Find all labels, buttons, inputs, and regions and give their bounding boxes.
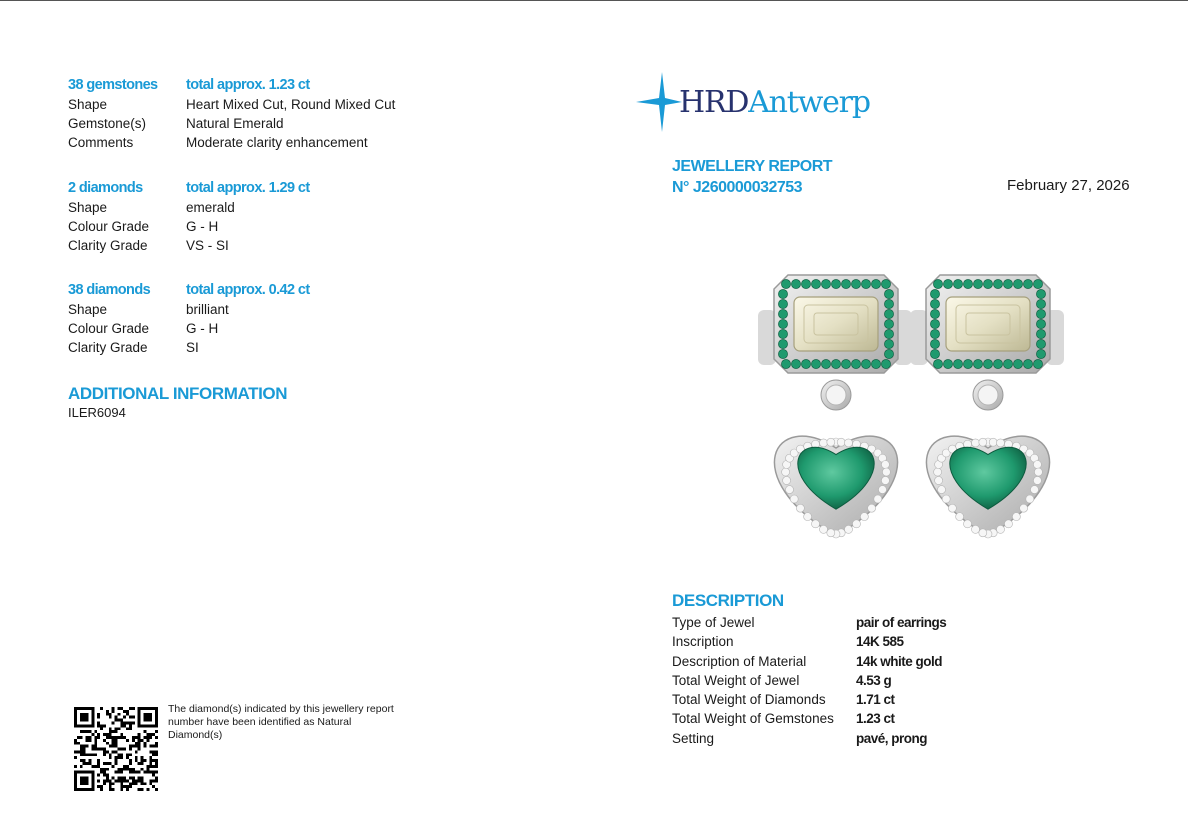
row-label: Inscription	[672, 634, 734, 650]
row-value: Heart Mixed Cut, Round Mixed Cut	[186, 97, 396, 112]
row-label: Total Weight of Jewel	[672, 672, 800, 688]
report-title: JEWELLERY REPORT	[672, 158, 833, 175]
row-label: Setting	[672, 730, 715, 746]
diamonds-main-total: total approx. 1.29 ct	[186, 180, 310, 196]
row-label: Shape	[68, 302, 108, 317]
row-label: Clarity Grade	[68, 238, 148, 253]
row-label: Gemstone(s)	[68, 116, 147, 131]
row-label: Clarity Grade	[68, 340, 148, 355]
description-row	[672, 729, 928, 748]
description-row	[672, 632, 904, 651]
row-label: Colour Grade	[68, 321, 150, 336]
row-label: Type of Jewel	[672, 615, 755, 630]
gemstones-total: total approx. 1.23 ct	[186, 77, 310, 93]
row-value: emerald	[186, 200, 235, 215]
row-value: pavé, prong	[856, 730, 928, 746]
description-row	[672, 671, 892, 690]
row-value: VS - SI	[186, 238, 229, 253]
additional-information	[68, 384, 287, 420]
row-label: Shape	[68, 97, 108, 112]
row-value: Moderate clarity enhancement	[186, 135, 368, 150]
logo-wordmark	[679, 85, 870, 120]
qr-code-icon	[74, 707, 158, 791]
row-value: brilliant	[186, 302, 229, 317]
description-row	[672, 613, 947, 632]
description-row	[672, 709, 895, 728]
earrings-photo	[756, 270, 1136, 545]
logo-hrd: HRD	[679, 85, 749, 120]
hrd-antwerp-logo	[636, 72, 876, 132]
row-value: G - H	[186, 321, 219, 336]
description-section	[672, 591, 947, 748]
additional-information-title: ADDITIONAL INFORMATION	[68, 384, 288, 403]
description-title: DESCRIPTION	[672, 591, 784, 610]
row-label: Total Weight of Diamonds	[672, 692, 826, 708]
row-value: pair of earrings	[856, 615, 947, 630]
description-row	[672, 652, 943, 671]
row-value: SI	[186, 340, 199, 355]
row-label: Total Weight of Gemstones	[672, 711, 834, 727]
row-label: Colour Grade	[68, 219, 150, 234]
diamonds-melee-count: 38 diamonds	[68, 282, 151, 298]
report-date: February 27, 2026	[1007, 177, 1130, 194]
row-label: Description of Material	[672, 653, 807, 669]
logo-antwerp: Antwerp	[748, 85, 870, 120]
row-label: Comments	[68, 135, 134, 150]
additional-information-code: ILER6094	[68, 405, 126, 420]
row-value: G - H	[186, 219, 219, 234]
row-value: 1.23 ct	[856, 711, 895, 727]
diamonds-main-count: 2 diamonds	[68, 180, 143, 196]
row-value: 4.53 g	[856, 672, 892, 688]
report-number: N° J260000032753	[672, 179, 803, 196]
star-icon	[636, 72, 682, 132]
row-value: Natural Emerald	[186, 116, 284, 131]
diamonds-melee-total: total approx. 0.42 ct	[186, 282, 310, 298]
report-header	[672, 156, 832, 198]
top-border-line	[0, 0, 1188, 1]
row-value: 14K 585	[856, 634, 904, 650]
gemstones-count: 38 gemstones	[68, 77, 158, 93]
row-label: Shape	[68, 200, 108, 215]
row-value: 14k white gold	[856, 653, 943, 669]
description-row	[672, 690, 895, 709]
natural-diamond-note: The diamond(s) indicated by this jewellery report number have been identified as Natural Diamond(s)	[168, 703, 394, 741]
row-value: 1.71 ct	[856, 692, 895, 708]
